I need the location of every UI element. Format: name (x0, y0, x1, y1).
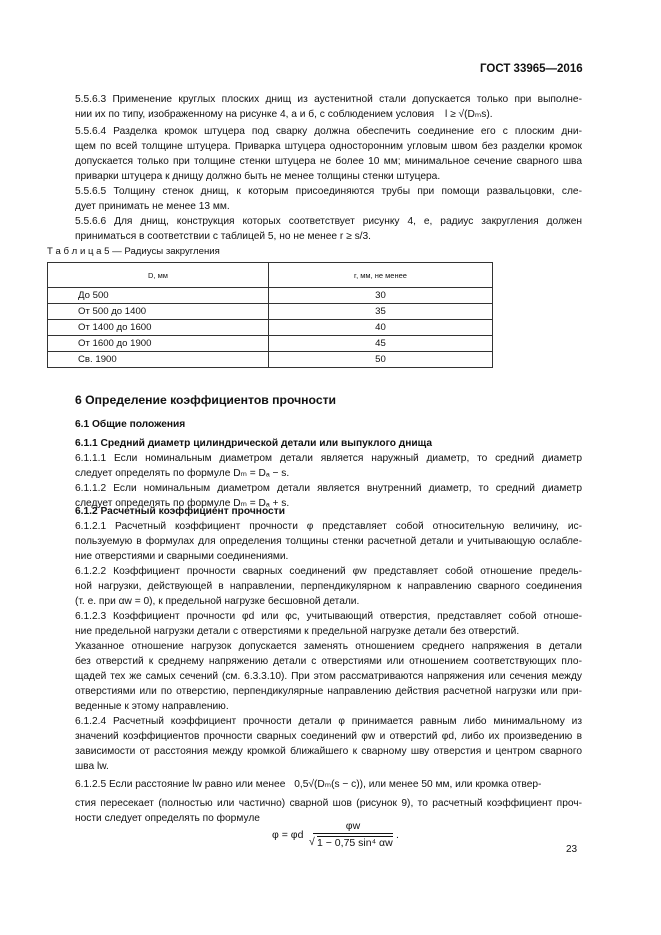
p5563-text: нии их по типу, изображенному на рисунке 4, а и б, с соблюдением условия (75, 109, 435, 120)
section-6-1-2-title: 6.1.2 Расчетный коэффициент прочности (75, 506, 285, 517)
cell-d: От 500 до 1400 (48, 304, 269, 320)
cell-d: От 1600 до 1900 (48, 336, 269, 352)
cell-r: 35 (269, 304, 493, 320)
l6111-line1: 6.1.1.1 Если номинальным диаметром детали является наружный диаметр, то средний диаметр (75, 453, 582, 464)
l6123-line7: веденные к этому направлению. (75, 701, 229, 712)
l6124-line2: значений коэффициентов прочности сварных соединений φw и отверстий φd, либо их произведению в (75, 731, 582, 742)
l6123-line6: отверстиями или по отверстию, перпендикулярные направлению действия расчетной нагрузки или при- (75, 686, 582, 697)
p5563-formula: l ≥ √(Dₘs). (445, 109, 493, 120)
l6123-line3: Указанное отношение нагрузок допускается заменять отношением среднего напряжения в детали (75, 641, 582, 652)
col-header-d: D, мм (48, 263, 269, 288)
p5565-line2: дует принимать не менее 13 мм. (75, 201, 230, 212)
l6121-line2: пользуемую в формулах для определения толщины стенки расчетной детали и учитывающую ослабле- (75, 536, 582, 547)
cell-d: От 1400 до 1600 (48, 320, 269, 336)
l6111-line2: следует определять по формуле Dₘ = Dₐ − s. (75, 468, 290, 479)
l6125-line1 (75, 777, 582, 792)
table-row (48, 336, 493, 352)
p5566-line2: приниматься в соответствии с таблицей 5, но не менее r ≥ s/3. (75, 231, 371, 242)
l6112-line1: 6.1.1.2 Если номинальным диаметром детали является внутренний диаметр, то средний диаметр (75, 483, 582, 494)
cell-r: 45 (269, 336, 493, 352)
cell-r: 40 (269, 320, 493, 336)
document-code: ГОСТ 33965—2016 (480, 63, 583, 75)
cell-r: 50 (269, 352, 493, 368)
l6124-line1: 6.1.2.4 Расчетный коэффициент прочности детали φ принимается равным либо минимальному из (75, 716, 582, 727)
cell-r: 30 (269, 288, 493, 304)
p5564-line3: допускается только при толщине стенки штуцера не более 10 мм; минимальное сечение сварного шва (75, 156, 582, 167)
l6125-line2: стия пересекает (полностью или частично) сварной шов (рисунок 9), то расчетный коэффициент проч- (75, 798, 582, 809)
fraction-bar (313, 833, 393, 834)
l6124-line4: шва lw. (75, 761, 109, 772)
l6125-text-start: 6.1.2.5 Если расстояние lw равно или менее (75, 779, 286, 790)
page-number: 23 (566, 844, 578, 855)
l6125-line3: ности следует определять по формуле (75, 813, 260, 824)
table-header-row (48, 263, 493, 288)
table-row (48, 320, 493, 336)
l6122-line3: (т. е. при αw = 0), к предельной нагрузке бесшовной детали. (75, 596, 360, 607)
l6121-line3: ние отверстиями и сварными соединениями. (75, 551, 289, 562)
col-header-r: r, мм, не менее (269, 263, 493, 288)
l6123-line4: без отверстий к среднему напряжению детали с отверстиями или отношением соответствующих пло- (75, 656, 582, 667)
table-caption: Т а б л и ц а 5 — Радиусы закругления (47, 246, 220, 257)
p5563-line1: 5.5.6.3 Применение круглых плоских днищ из аустенитной стали допускается только при выполне- (75, 94, 582, 105)
formula-lhs: φ = φd (272, 829, 304, 841)
l6123-line2: ние предельной нагрузки детали с отверстиями к предельной нагрузке детали без отверстий. (75, 626, 520, 637)
p5565-line1: 5.5.6.5 Толщину стенок днищ, к которым присоединяются трубы при помощи развальцовки, сле- (75, 186, 582, 197)
p5564-line4: приварки штуцера к днищу должно быть не менее толщины стенки штуцера. (75, 171, 441, 182)
formula-numerator: φw (345, 820, 361, 832)
l6122-line2: ной нагрузки, действующей в направлении, перпендикулярном к направлению сварного соединения (75, 581, 582, 592)
p5564-line2: щем по всей толщине штуцера. Приварка штуцера односторонним угловым швом без разделки кромок (75, 141, 582, 152)
l6112-line2: следует определять по формуле Dₘ = Dₐ + s. (75, 498, 290, 509)
formula-denominator: 1 − 0,75 sin⁴ αw (317, 837, 393, 849)
section-6-1-title: 6.1 Общие положения (75, 419, 186, 430)
l6123-line5: щадей тех же самых сечений (см. 6.3.3.10). При этом рассматриваются напряжения или сечения между (75, 671, 582, 682)
table-row (48, 288, 493, 304)
l6125-formula: 0,5√(Dₘ(s − c)) (294, 779, 364, 790)
l6125-text-end: , или менее 50 мм, или кромка отвер- (363, 779, 542, 790)
table-row (48, 304, 493, 320)
radius-table (47, 262, 493, 368)
p5563-line2 (75, 107, 582, 122)
formula-period: . (396, 829, 399, 841)
cell-d: Св. 1900 (48, 352, 269, 368)
cell-d: До 500 (48, 288, 269, 304)
section-6-1-1-title: 6.1.1 Средний диаметр цилиндрической детали или выпуклого днища (75, 438, 433, 449)
sqrt-sign-icon: √ (309, 836, 315, 848)
l6124-line3: зависимости от расстояния между кромкой ближайшего к сварному шву отверстия и центром сварного (75, 746, 582, 757)
l6122-line1: 6.1.2.2 Коэффициент прочности сварных соединений φw представляет собой отношение предель- (75, 566, 582, 577)
section-6-title: 6 Определение коэффициентов прочности (75, 393, 337, 407)
p5566-line1: 5.5.6.6 Для днищ, конструкция которых соответствует рисунку 4, е, радиус закругления должен (75, 216, 582, 227)
table-row (48, 352, 493, 368)
l6123-line1: 6.1.2.3 Коэффициент прочности φd или φc, учитывающий отверстия, представляет собой отноше- (75, 611, 582, 622)
l6121-line1: 6.1.2.1 Расчетный коэффициент прочности φ представляет собой относительную величину, ис- (75, 521, 582, 532)
p5564-line1: 5.5.6.4 Разделка кромок штуцера под сварку должна обеспечить соединение его с плоским дни- (75, 126, 582, 137)
